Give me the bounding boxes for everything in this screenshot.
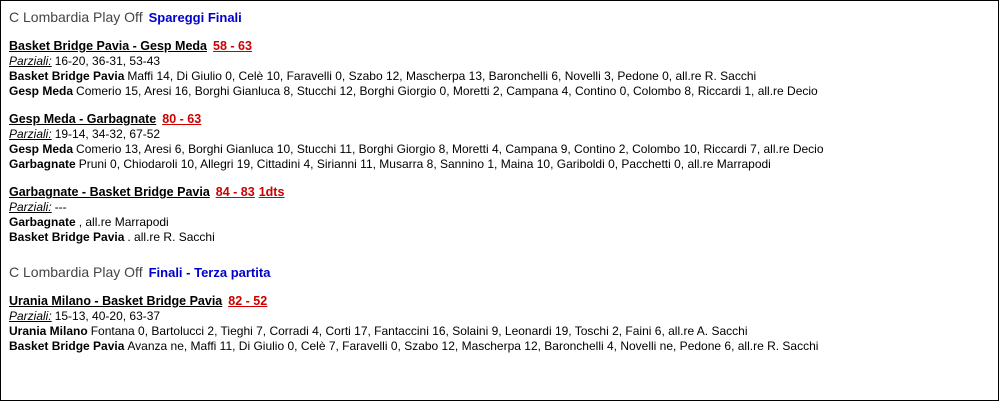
team-line xyxy=(9,84,990,98)
team-name: Gesp Meda xyxy=(9,142,74,156)
team-line xyxy=(9,215,990,229)
game-header xyxy=(9,112,990,126)
game-block xyxy=(9,185,990,244)
game-score: 82 - 52 xyxy=(228,294,268,308)
team-line xyxy=(9,157,990,171)
partials-label: Parziali: xyxy=(9,127,52,141)
game-partials xyxy=(9,127,990,141)
team-roster: Avanza ne, Maffi 11, Di Giulio 0, Celè 7, Faravelli 0, Szabo 12, Mascherpa 12, Baronchelli 4, Novelli ne, Pedone 6, all.re R. Sacchi xyxy=(127,339,819,353)
game-score: 58 - 63 xyxy=(213,39,252,53)
section-title xyxy=(9,9,990,25)
team-roster: Comerio 15, Aresi 16, Borghi Gianluca 8, Stucchi 12, Borghi Giorgio 0, Moretti 2, Campana 4, Contino 0, Colombo 8, Riccardi 1, all.re Decio xyxy=(76,84,818,98)
partials-label: Parziali: xyxy=(9,200,52,214)
game-block xyxy=(9,39,990,98)
competition-name: C Lombardia Play Off xyxy=(9,264,143,280)
game-header xyxy=(9,294,990,308)
team-line xyxy=(9,142,990,156)
game-matchup: Basket Bridge Pavia - Gesp Meda xyxy=(9,39,207,53)
partials-label: Parziali: xyxy=(9,54,52,68)
team-name: Gesp Meda xyxy=(9,84,74,98)
game-block xyxy=(9,112,990,171)
team-name: Basket Bridge Pavia xyxy=(9,230,125,244)
game-matchup: Gesp Meda - Garbagnate xyxy=(9,112,157,126)
results-section xyxy=(9,9,990,244)
team-roster: , all.re Marrapodi xyxy=(78,215,169,229)
section-title xyxy=(9,264,990,280)
partials-values: 15-13, 40-20, 63-37 xyxy=(54,309,161,323)
team-line xyxy=(9,230,990,244)
team-roster: Pruni 0, Chiodaroli 10, Allegri 19, Cittadini 4, Sirianni 11, Musarra 8, Sannino 1, Maina 10, Gariboldi 0, Pacchetti 0, all.re Marrapodi xyxy=(78,157,771,171)
partials-values: 16-20, 36-31, 53-43 xyxy=(54,54,161,68)
team-line xyxy=(9,69,990,83)
team-roster: Fontana 0, Bartolucci 2, Tieghi 7, Corradi 4, Corti 17, Fantaccini 16, Solaini 9, Leonardi 19, Toschi 2, Faini 6, all.re A. Sacchi xyxy=(90,324,748,338)
game-partials xyxy=(9,309,990,323)
team-name: Urania Milano xyxy=(9,324,88,338)
game-header xyxy=(9,39,990,53)
game-partials xyxy=(9,200,990,214)
partials-values: 19-14, 34-32, 67-52 xyxy=(54,127,161,141)
team-line xyxy=(9,324,990,338)
partials-values: --- xyxy=(54,200,67,214)
team-name: Garbagnate xyxy=(9,157,76,171)
team-roster: Comerio 13, Aresi 6, Borghi Gianluca 10, Stucchi 11, Borghi Giorgio 8, Moretti 4, Campana 9, Contino 2, Colombo 10, Riccardi 7, all.re Decio xyxy=(76,142,824,156)
team-line xyxy=(9,339,990,353)
team-roster: . all.re R. Sacchi xyxy=(127,230,215,244)
results-section xyxy=(9,264,990,353)
overtime-label: 1dts xyxy=(258,185,285,199)
game-matchup: Garbagnate - Basket Bridge Pavia xyxy=(9,185,210,199)
game-score: 80 - 63 xyxy=(162,112,202,126)
game-score: 84 - 83 xyxy=(215,185,255,199)
partials-label: Parziali: xyxy=(9,309,52,323)
game-partials xyxy=(9,54,990,68)
game-header xyxy=(9,185,990,199)
team-name: Basket Bridge Pavia xyxy=(9,69,125,83)
competition-name: C Lombardia Play Off xyxy=(9,9,143,25)
phase-label: Spareggi Finali xyxy=(148,10,242,25)
team-roster: Maffi 14, Di Giulio 0, Celè 10, Faravelli 0, Szabo 12, Mascherpa 13, Baronchelli 6, Novelli 3, Pedone 0, all.re R. Sacchi xyxy=(127,69,757,83)
game-matchup: Urania Milano - Basket Bridge Pavia xyxy=(9,294,223,308)
team-name: Basket Bridge Pavia xyxy=(9,339,125,353)
team-name: Garbagnate xyxy=(9,215,76,229)
phase-label: Finali - Terza partita xyxy=(148,265,271,280)
game-block xyxy=(9,294,990,353)
